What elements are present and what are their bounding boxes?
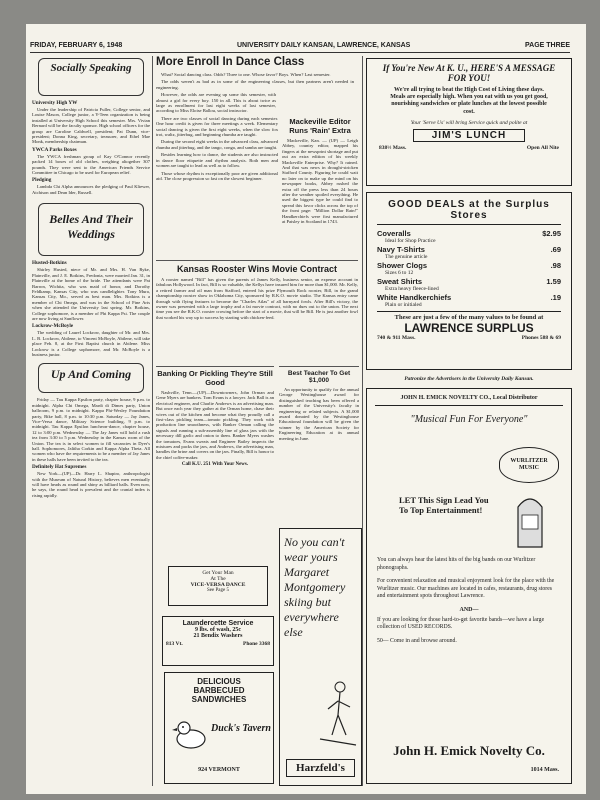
surplus-item [377, 261, 561, 276]
vv-line: VICE-VERSA DANCE [190, 582, 246, 588]
banking-article [156, 366, 274, 562]
jims-lunch-ad [366, 58, 572, 186]
surplus-item-price: $2.95 [542, 229, 561, 238]
social-item-head: YWCA Parks Boxes [32, 146, 77, 153]
social-item-head: University High YW [32, 100, 78, 106]
surplus-item-price: 1.59 [546, 277, 561, 286]
laundry-phone: Phone 3368 [242, 641, 270, 647]
social-item-head: Pledging [32, 177, 52, 184]
laundry-line: 9 lbs. of wash, 25c [194, 627, 241, 633]
jims-body: We're all trying to beat the High Cost of Living these days. Meals are especially high. When you eat with us you get good, nourishing sandwiches or plate lunches at the lowest possible cost. [390, 87, 548, 115]
wedding-text: The wedding of Laurel Lockrow, daughter of Mr. and Mrs. L. B. Lockrow, Abilene, to Vincent McBoyle, Abilene, will take place Feb. 8, at the First Baptist church in Abilene. Miss Lockrow is a College sophomore, and Mr. McBoyle is a business junior. [32, 330, 150, 357]
mackeville-article [282, 118, 358, 258]
header-page: PAGE THREE [525, 42, 570, 49]
duck-icon [171, 717, 211, 751]
rooster-article [156, 260, 358, 369]
jims-name: JIM'S LUNCH [413, 129, 525, 142]
surplus-item-price: .69 [550, 245, 561, 254]
dance-headline: More Enroll In Dance Class [156, 56, 305, 68]
page-header [30, 42, 570, 49]
surplus-item-desc: The genuine article [385, 254, 428, 260]
laundry-line: 21 Bendix Washers [193, 633, 243, 639]
harzfelds-ad [279, 528, 362, 786]
surplus-headline: GOOD DEALS at the Surplus Stores [377, 199, 561, 225]
mackeville-text: Mackeville, Kan. — (UP) — Leigh Abbey, country editor, mapped his fingers at the newsprint shortage and put out an extra edition of his weekly Mackeville Enterprise. Why? It rained. And that was news in drought-stricken Stafford County. Figuring he could wait no later on to make up the mind on his newspaper books, Abbey rushed the extra off the press less than 24 hours after the weather spoiled everything. He used the biggest type he could find to spread this favor clicks across the top of the front page: "Million Dollar Rain!" Handkerchiefs were first manufactured at Paisley in Scotland in 1743. [282, 138, 358, 225]
jukebox-icon [515, 489, 545, 549]
belles-title: Belles And Their Weddings [49, 212, 133, 242]
laundry-title: Laundercette Service [182, 620, 254, 627]
socially-speaking-title: Socially Speaking [50, 62, 132, 74]
socially-speaking-header [38, 58, 144, 96]
header-masthead: UNIVERSITY DAILY KANSAN, LAWRENCE, KANSAS [237, 42, 411, 49]
upcoming-text: Friday — Tau Kappa Epsilon party, chapter house, 9 p.m. to midnight. Alpha Chi Omega, Mardi di Dimes party, Union ballroom, 9 p.m. to midnight. Kappa Phi-Wesley Foundation party, Bike hall, 8 p.m. to 10:30 p.m. Saturday — Jay Janes, Vice-Versa dance, Military Science building, 9 p.m. to midnight. Tau Kappa Epsilon luncheon-dance, chapter house, 12 to 3:00 p.m. Wednesday — The Jay Janes will hold a rush tea from 3:30 to 5 p.m. Wednesday in the Kansas room of the Union. The tea is in select women to fill vacancies in Dyer's hall. Sophomores, Jalitha Corkin and Kappa Alpha Theta. All women who have the requirements to be a member of Jay Janes in these halls have been invited to the tea. [32, 397, 150, 462]
wurlitzer-label: WURLITZER MUSIC [510, 458, 548, 471]
vv-line: Get Your Man [202, 570, 234, 576]
ducks-line: DELICIOUS [197, 677, 241, 686]
skier-illustration [318, 679, 358, 749]
vv-line: See Page 5 [207, 588, 229, 593]
column-divider [152, 56, 153, 786]
surplus-ad [366, 192, 572, 370]
jims-address: 838½ Mass. [379, 144, 407, 151]
header-date: FRIDAY, FEBRUARY 6, 1948 [30, 42, 123, 49]
teacher-text: An opportunity to qualify for the annual George Westinghouse award for distinguished teaching has been offered a number of the University's faculty in engineering or related subjects. A $1,000 award donated by the Westinghouse Educational foundation will be given the winner by the American Society for Engineering Education at its annual meeting in June. [279, 387, 359, 441]
laundry-address: 813 Vt. [166, 641, 183, 647]
ducks-address: 924 VERMONT [198, 767, 240, 773]
hat-text: New York—(UP)—Dr. Harry L. Shapiro, anthropologist with the Museum of Natural History, believes men eventually will have heads as round and shiny as billiard balls. Even now, he says, the round head is prevalent and the cranial index is rising rapidly. [32, 471, 150, 498]
wurlitzer-badge [499, 447, 559, 483]
surplus-item [377, 277, 561, 292]
social-item-text: Under the leadership of Patricia Fuller, College senior, and Louise Mason, College junior, a Y-Teen organization is being installed at University High School this semester. Mrs. Vivian Bernard will be the faculty sponsor. High school officers for the group are Caroline Caldwell, president; Pat Dunn, vice-president; Donna King, secretary, treasurer, and Ethel Mae Monk, membership chairman. [32, 107, 150, 145]
emick-novelty-ad [366, 388, 572, 784]
mackeville-headline: Mackeville Editor Runs 'Rain' Extra [289, 118, 351, 135]
surplus-item-desc: Extra heavy fleece-lined [385, 286, 439, 292]
surplus-item-name: Navy T-Shirts [377, 245, 425, 254]
emick-para: If you are looking for those hard-to-get favorite bands—we have a large collection of USED RECORDS. [377, 616, 545, 630]
dance-para: Besides learning how to dance, the students are also instructed in dance floor etiquette and rhythm analysis. Both men and women are taught to lead as well as to follow. [156, 152, 278, 169]
surplus-phones: Phones 588 & 69 [521, 335, 561, 341]
surplus-item [377, 293, 561, 308]
teacher-article [279, 366, 359, 475]
rooster-text: A rooster named "Bill" has given the parents of James Kelly, business senior, an expense account in fabulous Hollywood. In fact, Bill is so valuable, the Kellys have insured him for more than $1,000. Mr. Kelly, a retired farmer and oil man from Stafford, entered his prize Plymouth Rock rooster, Bill, in the grand championship rooster show in Oklahoma City, sponsored by R.K.O. movie studio. The Kansas entry came through with flying features to become the "Charles Atlas" of all barnyard fowls. After Bill's victory, the owner was presented with a large trophy and a fat movie contract, with no dues out to the union. The next time you see the R.K.O. rooster crowing before the start of a movie, that will be Bill. He is just another fowl that worked his way up to success by starting with chicken-feed. [156, 277, 358, 320]
surplus-item [377, 229, 561, 244]
vice-versa-ad [168, 566, 268, 606]
surplus-list [377, 229, 561, 308]
ducks-line: SANDWICHES [191, 695, 247, 704]
surplus-item [377, 245, 561, 260]
harzfeld-brand: Harzfeld's [286, 759, 355, 777]
ducks-tavern-ad [164, 672, 274, 784]
jims-hours: Open All Nite [526, 144, 559, 151]
surplus-item-desc: Ideal for Shop Practice [385, 238, 436, 244]
emick-lead: LET This Sign Lead You To Top Entertainment! [399, 495, 489, 515]
jims-title: If You're New At K. U., HERE'S A MESSAGE FOR YOU! [382, 63, 556, 83]
rooster-headline: Kansas Rooster Wins Movie Contract [177, 264, 337, 274]
dance-para: During the second eight weeks in the advanced class, advanced rhumba and jitterbug, and the tango, conga, and samba are taught. [156, 139, 278, 150]
surplus-note: These are just a few of the many values to be found at [377, 311, 561, 321]
header-rule [30, 52, 570, 53]
dance-para: However, the odds are evening up some this semester, with almost a girl for every boy. 150 in all. This is about twice as large as enrollment for last eight weeks of last semester, according to Miss Eloise Ballou, social instructor. [156, 92, 276, 114]
surplus-name: LAWRENCE SURPLUS [404, 321, 534, 335]
dance-para: There are two classes of social dancing during each semester. One hour credit is given for three meetings a week. Elementary social dancing is given the first eight weeks, when the slow fox trot, waltz, jitterbug, and beginning rhumba are taught. [156, 115, 278, 138]
surplus-address: 740 & 911 Mass. [377, 335, 416, 341]
social-item-text: The YWCA freshman group of Kay O'Connor recently packed 14 boxes of old clothes, weighing altogether 307 pounds. They were sent to the American Friends Service Committee in Chicago to be used for European relief. [32, 153, 150, 176]
wedding-head: Lockrow-McBoyle [32, 323, 74, 330]
banking-text: Nashville, Tenn.—(UP)—Downtowners, John Orman and Gene Myers are bankers. Tom Evans is a lawyer. Jack Ball is an electrical engineer, and Charlie Andrews is an advertising man. But once each year they gather at the Orman home, chase their wives out of the kitchen and become what they proudly call a first-class pickling team—tomato pickling. They work with production line smoothness, with Banker Orman calling the signals and running a sub-assembly line of glass jars with the necessary dill garlic and onion to them. Banker Myers washes the tomatoes, Evans sweats and Engineer Bailey inspects the mixtures and packs the jars, and Andrews, the advertising man, handles the brine and covers on the jars. Finally, Bill is honor to the chief coffee-maker. [156, 390, 274, 460]
wedding-head: Husted-Botkins [32, 260, 67, 267]
surplus-item-price: .98 [550, 261, 561, 270]
banking-headline: Banking Or Pickling They're Still Good [157, 369, 273, 387]
dance-para: The odds weren't as bad as in some of the engineering classes, but then partners aren't needed in engineering. [156, 79, 354, 90]
surplus-item-name: White Handkerchiefs [377, 293, 452, 302]
upcoming-header [38, 363, 144, 393]
teacher-headline: Best Teacher To Get $1,000 [287, 370, 351, 384]
emick-para: 50— Come in and browse around. [377, 637, 457, 644]
emick-address: 1014 Mass. [530, 767, 559, 773]
left-column [32, 56, 150, 791]
surplus-item-name: Sweat Shirts [377, 277, 423, 286]
ducks-name: Duck's Tavern [211, 723, 271, 734]
emick-para: For convenient relaxation and musical enjoyment look for the place with the Wurlitzer music. Our machines are located in cafes, restaurants, drug stores and entertainment spots throughout Lawrence. [377, 578, 555, 599]
ducks-line: BARBECUED [193, 686, 245, 695]
surplus-item-desc: Sizes 6 to 12 [385, 270, 414, 276]
dance-para: What? Social dancing class. Odds? Three to one. Whose favor? Boys. When? Last semester. [161, 72, 331, 77]
column-divider [362, 56, 363, 786]
surplus-item-price: .19 [550, 293, 561, 302]
wedding-text: Shirley Husted, niece of Mr. and Mrs. H. Van Ryke, Plainville, and J. E. Botkins, Fredonia, were married Jan. 31, in Plainville at the home of the bride. The attendants were Pat Barron, Wichita, who was maid of honor, and Dorothy Feldkamp, Kansas City, who was candlelighter. Tony Mura, Kansas City, Mo., served as best man. Mrs. Botkins is a member of Chi Omega, and was in the School of Fine Arts when she attended the University last spring. Mr. Botkins, College sophomore, is a member of Phi Kappa Psi. The couple are now living at Sunflower. [32, 267, 150, 321]
dance-para: Those whose rhythm is exceptionally poor are given additional aid. The close progression so fast on the slowest beginner. [156, 170, 278, 181]
news-plug: Call K.U. 251 With Your News. [181, 462, 249, 468]
emick-para: You can always hear the latest hits of the big bands on our Wurlitzer phonographs. [377, 557, 536, 571]
emick-name: John H. Emick Novelty Co. [393, 743, 545, 758]
laundry-ad [162, 616, 274, 666]
upcoming-title: Up And Coming [50, 367, 132, 382]
surplus-item-name: Shower Clogs [377, 261, 428, 270]
surplus-item-desc: Plain or initialed [385, 302, 422, 308]
social-item-text: Lambda Chi Alpha announces the pledging of Paul Kliewer, Atchison and Dean Ider, Russell. [32, 184, 150, 195]
hat-head: Definitely Hat Supremes [32, 464, 87, 471]
jims-tag: Your 'Serve Us' will bring Service quick and polite at [410, 119, 528, 126]
vv-line: At The [210, 576, 226, 582]
emick-top: JOHN H. EMICK NOVELTY CO., Local Distributor [375, 395, 563, 406]
harzfeld-script: No you can't wear yours Margaret Montgomery skiing but everywhere else [284, 535, 346, 639]
emick-and: AND— [459, 606, 479, 613]
surplus-item-name: Coveralls [377, 229, 411, 238]
emick-slogan: "Musical Fun For Everyone" [410, 414, 528, 425]
patronize-line: Patronize the Advertisers in the University Daily Kansan. [404, 376, 534, 382]
belles-header [38, 203, 144, 256]
